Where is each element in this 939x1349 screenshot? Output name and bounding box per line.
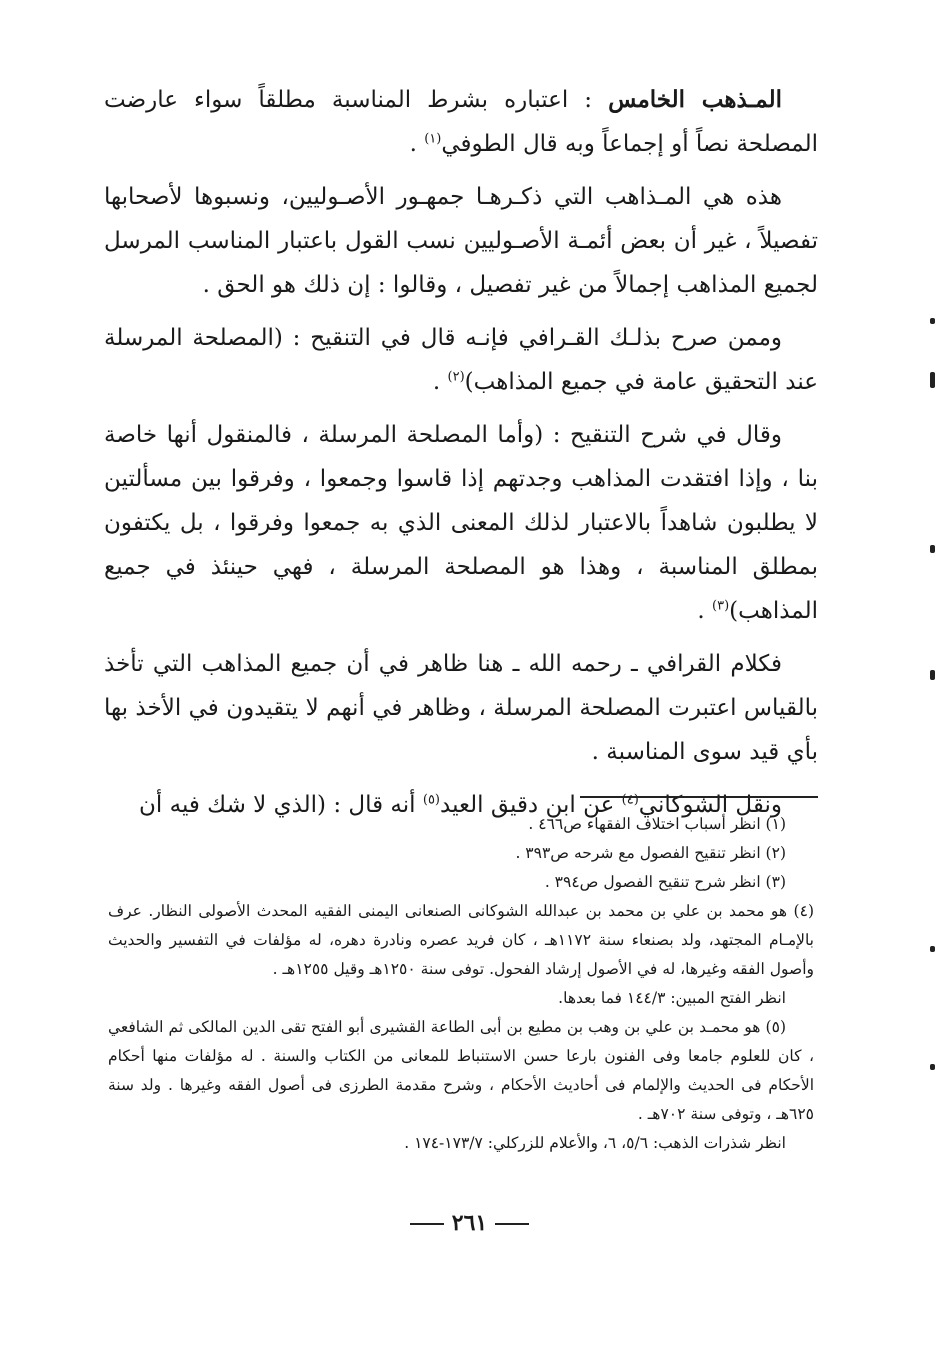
paragraph-text: عن ابن دقيق العيد bbox=[440, 792, 622, 818]
scan-margin-mark bbox=[930, 545, 935, 553]
page-number-dash-right bbox=[495, 1223, 529, 1225]
footnote-marker: (٢) bbox=[447, 369, 465, 385]
footnote-5-reference: انظر شذرات الذهب: ٥/٦، ٦، والأعلام للزركلي: ١٧٣/٧-١٧٤ . bbox=[404, 1134, 786, 1152]
paragraph-text: فكلام القرافي ـ رحمه الله ـ هنا ظاهر في أن جميع المذاهب التي تأخذ بالقياس اعتبرت المصلحة المرسلة ، وظاهر في أنهم لا يتقيدون في الأخذ بها بأي قيد سوى المناسبة . bbox=[104, 651, 818, 765]
paragraph-text: هذه هي المـذاهب التي ذكـرهـا جمهـور الأصـوليين، ونسبوها لأصحابها تفصيلاً ، غير أن بعض أئمـة الأصـوليين نسب القول باعتبار المناسب المرسل لجميع المذاهب إجمالاً من غير تفصيل ، وقالوا : إن ذلك هو الحق . bbox=[104, 184, 818, 298]
paragraph-qarafi-tanqih bbox=[104, 316, 818, 404]
footnote-marker: (٥) bbox=[422, 792, 440, 808]
page-number bbox=[0, 1210, 939, 1236]
main-text-body bbox=[104, 78, 818, 836]
footnotes-section bbox=[108, 810, 814, 1158]
footnote-4-reference: انظر الفتح المبين: ١٤٤/٣ فما بعدها. bbox=[558, 989, 786, 1007]
footnote-marker: (٣) bbox=[712, 598, 730, 614]
paragraph-text: وممن صرح بذلـك القـرافي فإنـه قال في التنقيح : (المصلحة المرسلة عند التحقيق عامة في جميع المذاهب) bbox=[104, 325, 818, 395]
scan-margin-mark bbox=[930, 946, 935, 952]
footnote-marker: (٤) bbox=[621, 792, 639, 808]
footnote-3: (٣) انظر شرح تنقيح الفصول ص٣٩٤ . bbox=[544, 873, 786, 891]
footnote-5: (٥) هو محمـد بن علي بن وهب بن مطيع بن أبى الطاعة القشيرى أبو الفتح تقى الدين المالكى ثم الشافعي ، كان للعلوم جامعا وفى الفنون بارعا حسن الاستنباط للمعانى من الكتاب والسنة . له مؤلفات منها أحكام الأحكام فى الحديث والإلمام فى أحاديث الأحكام ، وشرح مقدمة الطرزى فى أصول الفقه وغيرها . ولد سنة ٦٢٥هـ ، وتوفى سنة ٧٠٢هـ . bbox=[108, 1018, 814, 1123]
paragraph-end: . bbox=[697, 598, 712, 624]
paragraph-fifth-school bbox=[104, 78, 818, 166]
footnote-2: (٢) انظر تنقيح الفصول مع شرحه ص٣٩٣ . bbox=[515, 844, 786, 862]
inline-heading: المـذهب الخامس bbox=[608, 86, 782, 113]
scan-margin-mark bbox=[930, 1064, 935, 1070]
paragraph-sharh-tanqih bbox=[104, 413, 818, 633]
page-number-dash-left bbox=[410, 1223, 444, 1225]
scan-margin-mark bbox=[930, 670, 935, 680]
footnote-marker: (١) bbox=[424, 131, 442, 147]
page-number-value: ٢٦١ bbox=[451, 1210, 488, 1236]
paragraph-end: . bbox=[432, 369, 448, 395]
footnote-separator bbox=[580, 796, 818, 798]
footnote-4: (٤) هو محمد بن علي بن محمد بن عبدالله الشوكانى الصنعانى اليمنى الفقيه المحدث الأصولى النظار. عرف بالإمـام المجتهد، ولد بصنعاء سنة ١١٧٢هـ ، كان فريد عصره ونادرة دهره، له مؤلفات في التفسير والحديث وأصول الفقه وغيرها، له في الأصول إرشاد الفحول. توفى سنة ١٢٥٠هـ وقيل ١٢٥٥هـ . bbox=[108, 902, 814, 978]
paragraph-end: أنه قال : (الذي لا شك فيه أن bbox=[139, 792, 423, 818]
scan-margin-mark bbox=[930, 318, 935, 324]
paragraph-text: ونقل الشوكاني bbox=[638, 792, 782, 818]
scan-margin-mark bbox=[930, 372, 935, 388]
footnote-1: (١) انظر أسباب اختلاف الفقهاء ص٤٦٦ . bbox=[528, 815, 786, 833]
paragraph-end: . bbox=[409, 131, 425, 157]
paragraph-qarafi-comment bbox=[104, 642, 818, 774]
paragraph-schools-summary bbox=[104, 175, 818, 307]
paragraph-text: وقال في شرح التنقيح : (وأما المصلحة المرسلة ، فالمنقول أنها خاصة بنا ، وإذا افتقدت المذاهب وجدتهم إذا قاسوا وجمعوا ، وفرقوا بين مسألتين لا يطلبون شاهداً بالاعتبار لذلك المعنى الذي به جمعوا وفرقوا ، بل يكتفون بمطلق المناسبة ، وهذا هو المصلحة المرسلة ، فهي حينئذ في جميع المذاهب) bbox=[104, 422, 818, 624]
paragraph-text: : اعتباره بشرط المناسبة مطلقاً سواء عارضت المصلحة نصاً أو إجماعاً وبه قال الطوفي bbox=[104, 87, 818, 157]
